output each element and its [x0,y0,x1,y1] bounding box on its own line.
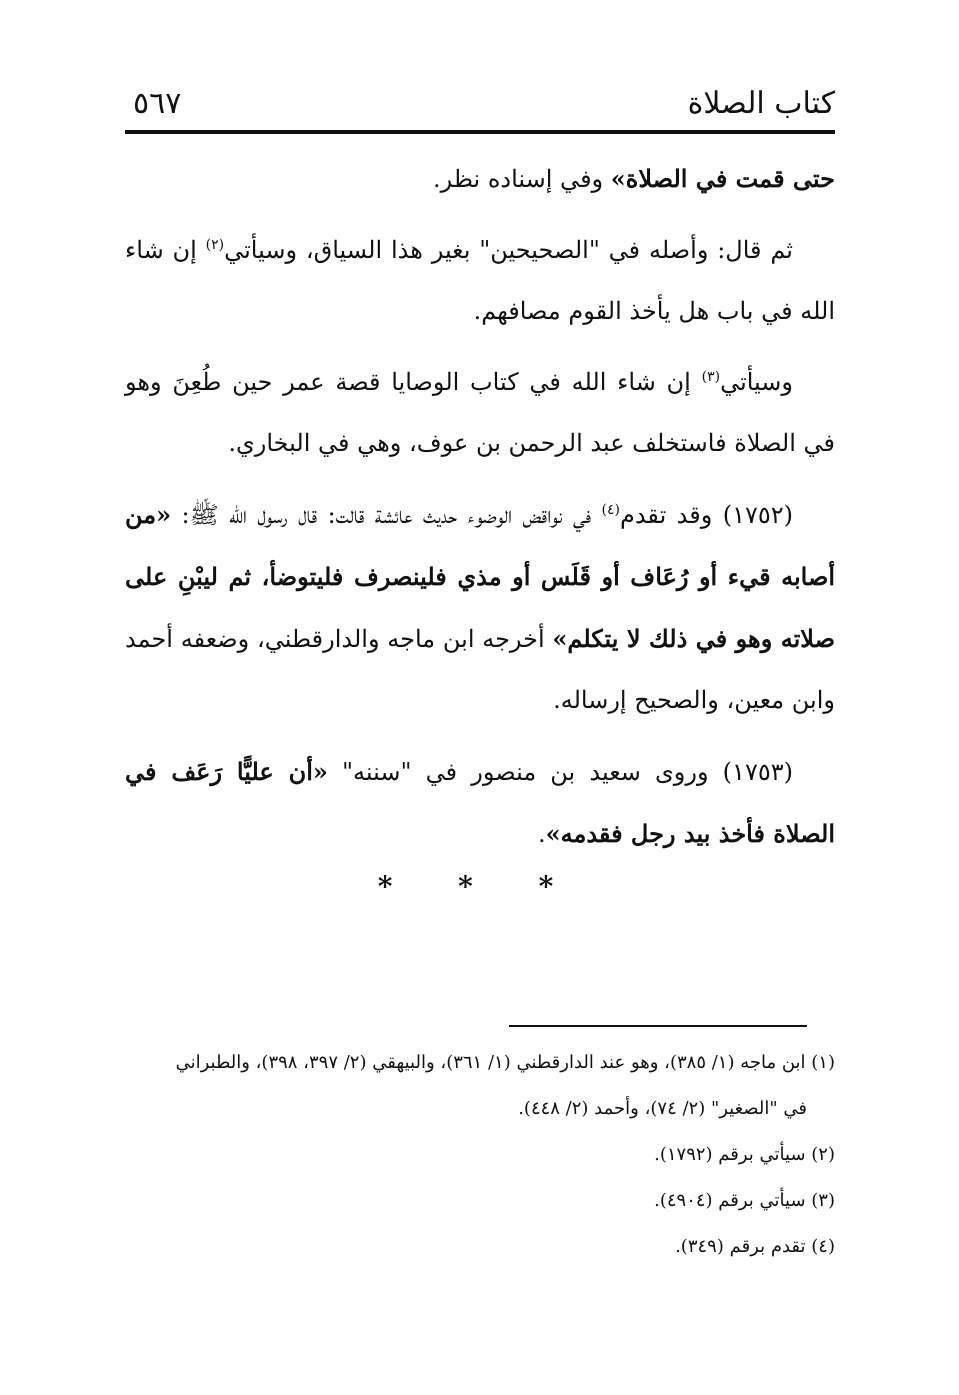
page-header [125,80,835,132]
footnote-3 [125,1178,835,1224]
paragraph-text: ثم قال: وأصله في "الصحيحين" بغير هذا السياق، وسيأتي [224,236,793,264]
footnote-text: (٢) سيأتي برقم (١٧٩٢). [654,1144,835,1165]
footnote-text: (٤) تقدم برقم (٣٤٩). [675,1236,835,1257]
section-separator: * * * [377,870,582,903]
chapter-title: كتاب الصلاة [687,86,835,121]
paragraph-text: وفي إسناده نظر. [432,165,611,193]
paragraph-2 [125,220,835,342]
paragraph-text: إن شاء الله في باب هل يأخذ القوم مصافهم. [125,236,835,325]
footnote-text: (١) ابن ماجه (١/ ٣٨٥)، وهو عند الدارقطني (١/ ٣٦١)، والبيهقي (٢/ ٣٩٧، ٣٩٨)، والطبراني [175,1052,835,1073]
footnote-ref[interactable]: (٤) [601,502,620,518]
footnote-2 [125,1132,835,1178]
page-number: ٥٦٧ [133,86,182,121]
footnotes [125,1040,835,1270]
paragraph-text: (١٧٥٢) وقد تقدم [619,501,794,529]
footnote-1 [125,1040,835,1132]
paragraph-5 [125,741,835,865]
footnote-text: في "الصغير" (٢/ ٧٤)، وأحمد (٢/ ٤٤٨). [518,1098,807,1119]
footnote-ref[interactable]: (٢) [205,237,225,253]
footnote-ref[interactable]: (٣) [701,369,721,385]
hadith-text: حتى قمت في الصلاة» [610,164,835,193]
paragraph-text: أخرجه ابن ماجه والدارقطني، وضعفه أحمد وابن معين، والصحيح إرساله. [125,625,835,714]
hadith-text: «أن عليًّا رَعَف في الصلاة فأخذ بيد رجل فقدمه» [125,757,835,848]
paragraph-text: وسيأتي [720,368,793,396]
paragraph-text: إن شاء الله في كتاب الوصايا قصة عمر حين طُعِنَ وهو في الصلاة فاستخلف عبد الرحمن بن عوف، وهي في البخاري. [125,368,835,457]
header-rule [125,130,835,134]
hadith-text: «من أصابه قيء أو رُعَاف أو قَلَس أو مذي فلينصرف فليتوضأ، ثم ليبْنِ على صلاته وهو في ذلك لا يتكلم» [125,500,835,653]
paragraph-text: في نواقض الوضوء حديث عائشة قالت: قال رسول الله ﷺ: [171,501,602,529]
main-text [125,148,835,875]
footnote-4 [125,1224,835,1270]
paragraph-text: (١٧٥٣) وروى سعيد بن منصور في "سننه" [327,758,793,786]
footnote-rule [509,1025,807,1027]
paragraph-1 [125,148,835,210]
footnote-text: (٣) سيأتي برقم (٤٩٠٤). [654,1190,835,1211]
paragraph-4 [125,484,835,731]
paragraph-text: . [537,820,546,848]
paragraph-3 [125,352,835,474]
